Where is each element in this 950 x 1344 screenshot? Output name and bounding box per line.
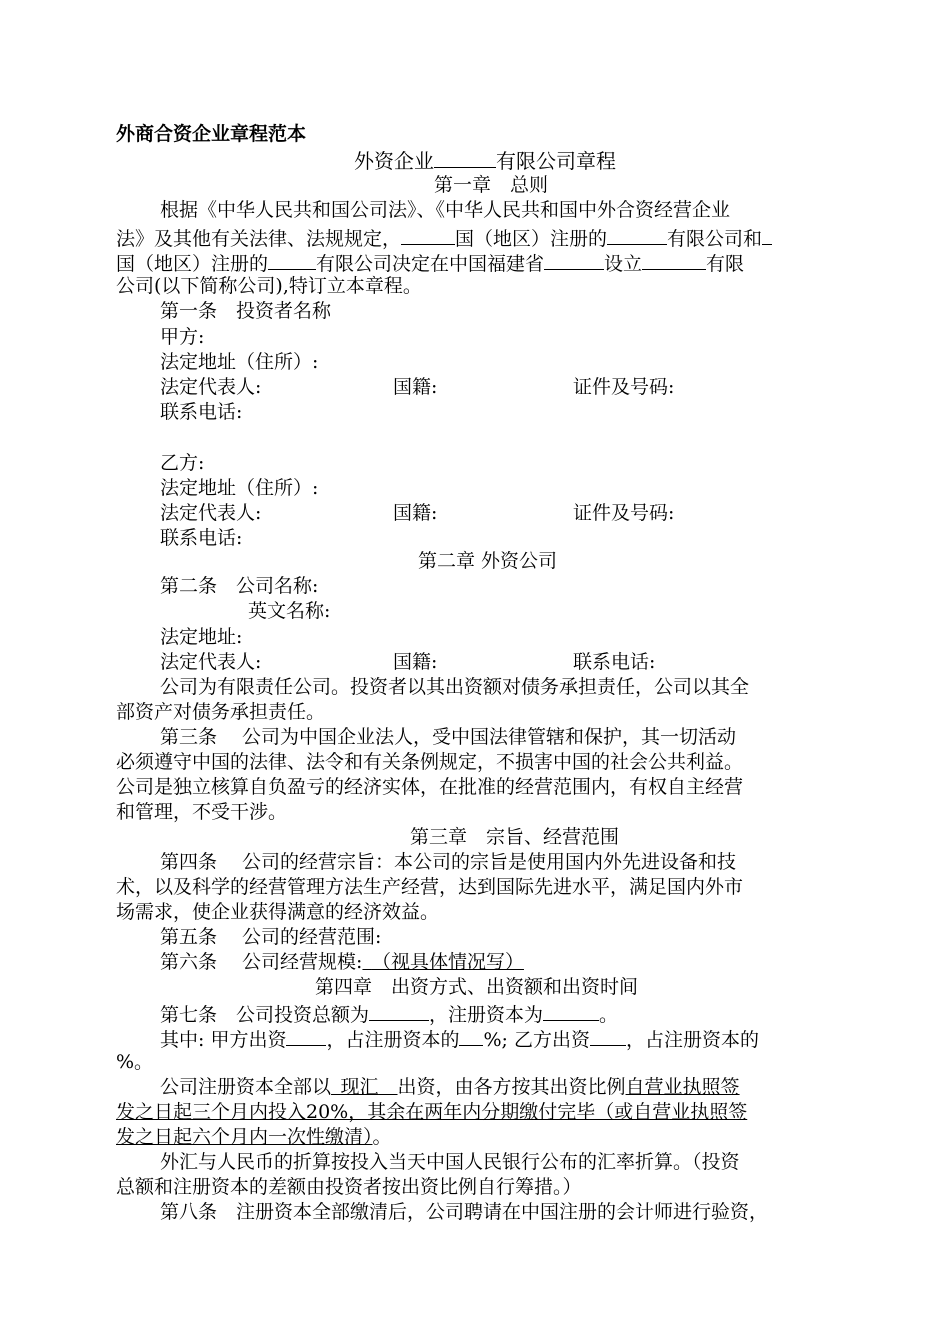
- chapter-4-heading: 第四章 出资方式、出资额和出资时间: [315, 976, 639, 998]
- preamble-text: 有限公司和: [667, 228, 763, 250]
- capital-line-2: 发之日起三个月内投入20%，其余在两年内分期缴付完毕（或自营业执照签: [116, 1101, 748, 1123]
- currency-text: 现汇: [340, 1076, 379, 1098]
- capital-text: 出资，由各方按其出资比例: [397, 1076, 626, 1098]
- article-7-text: 第七条 公司投资总额为: [160, 1004, 370, 1026]
- party-a-nationality: 国籍:: [393, 376, 438, 398]
- preamble-text: 设立: [604, 253, 643, 275]
- contribution-text: %; 乙方出资: [483, 1029, 590, 1051]
- preamble-line-4: 公司(以下简称公司),特订立本章程。: [116, 275, 422, 297]
- party-b-amount-blank: [590, 1025, 626, 1046]
- party-a-address: 法定地址（住所）:: [160, 351, 319, 373]
- party-a-percent-blank: [459, 1025, 483, 1046]
- article-3-line-1: 第三条 公司为中国企业法人，受中国法律管辖和保护，其一切活动: [160, 726, 737, 748]
- party-b-nationality: 国籍:: [393, 502, 438, 524]
- preamble-text: 有限: [706, 253, 745, 275]
- company-nationality: 国籍:: [393, 651, 438, 673]
- article-3-line-4: 和管理，不受干涉。: [116, 801, 288, 823]
- capital-text: 公司注册资本全部以: [160, 1076, 332, 1098]
- capital-text: 。: [372, 1126, 392, 1148]
- company-blank: [642, 249, 706, 270]
- article-4-line-2: 术，以及科学的经营管理方法生产经营，达到国际先进水平，满足国内外市: [116, 876, 744, 898]
- country-blank: [401, 224, 455, 245]
- party-b-label: 乙方:: [160, 452, 205, 474]
- charter-title-right: 有限公司章程: [496, 149, 616, 173]
- article-7-text: ，注册资本为: [429, 1004, 544, 1026]
- article-6-label: 第六条 公司经营规模:: [160, 951, 363, 973]
- exchange-line-1: 外汇与人民币的折算按投入当天中国人民银行公布的汇率折算。（投资: [160, 1151, 740, 1173]
- contribution-line: [160, 1025, 759, 1053]
- contribution-line-2: %。: [116, 1051, 154, 1073]
- capital-schedule-text: 自营业执照签: [625, 1076, 740, 1098]
- business-scale-value: [362, 950, 598, 975]
- article-2-company-name: 第二条 公司名称:: [160, 575, 319, 597]
- party-b-representative: 法定代表人:: [160, 502, 262, 524]
- charter-title-left: 外资企业: [354, 149, 434, 173]
- chapter-1-heading: 第一章 总则: [434, 174, 549, 196]
- business-scale-text: （视具体情况写）: [371, 951, 524, 973]
- preamble-text: 法》及其他有关法律、法规规定，: [116, 228, 402, 250]
- contribution-text: 其中: 甲方出资: [160, 1029, 287, 1051]
- preamble-text: 国（地区）注册的: [455, 228, 608, 250]
- party-a-phone: 联系电话:: [160, 401, 243, 423]
- charter-title: [354, 147, 616, 174]
- party-a-representative: 法定代表人:: [160, 376, 262, 398]
- article-3-line-3: 公司是独立核算自负盈亏的经济实体，在批准的经营范围内，有权自主经营: [116, 776, 744, 798]
- liability-line-1: 公司为有限责任公司。投资者以其出资额对债务承担责任，公司以其全: [160, 676, 750, 698]
- country-blank: [762, 224, 772, 245]
- company-representative: 法定代表人:: [160, 651, 262, 673]
- company-blank: [607, 224, 667, 245]
- company-phone: 联系电话:: [573, 651, 656, 673]
- total-investment-blank: [369, 1000, 429, 1021]
- preamble-text: 有限公司决定在中国福建省: [316, 253, 545, 275]
- party-a-id: 证件及号码:: [573, 376, 675, 398]
- article-1-heading: 第一条 投资者名称: [160, 300, 332, 322]
- exchange-line-2: 总额和注册资本的差额由投资者按出资比例自行筹措。）: [116, 1176, 582, 1198]
- capital-line-3: [116, 1125, 392, 1150]
- article-7-text: 。: [599, 1004, 619, 1026]
- preamble-line-2: [116, 224, 772, 252]
- article-4-line-1: 第四条 公司的经营宗旨：本公司的宗旨是使用国内外先进设备和技: [160, 851, 737, 873]
- location-blank: [544, 249, 604, 270]
- party-b-phone: 联系电话:: [160, 527, 243, 549]
- party-b-id: 证件及号码:: [573, 502, 675, 524]
- article-6-business-scale: [160, 950, 598, 975]
- company-blank: [268, 249, 316, 270]
- liability-line-2: 部资产对债务承担责任。: [116, 701, 326, 723]
- currency-value: [331, 1076, 398, 1098]
- preamble-line-3: [116, 249, 744, 277]
- document-title: 外商合资企业章程范本: [116, 123, 307, 145]
- chapter-3-heading: 第三章 宗旨、经营范围: [410, 826, 620, 848]
- capital-line-1: [160, 1075, 740, 1100]
- chapter-2-heading: 第二章 外资公司: [418, 550, 558, 572]
- contribution-text: ，占注册资本的: [326, 1029, 460, 1051]
- preamble-line-1: 根据《中华人民共和国公司法》、《中华人民共和国中外合资经营企业: [160, 199, 731, 221]
- preamble-text: 国（地区）注册的: [116, 253, 269, 275]
- article-4-line-3: 场需求，使企业获得满意的经济效益。: [116, 901, 440, 923]
- english-name-label: 英文名称:: [248, 600, 331, 622]
- party-b-address: 法定地址（住所）:: [160, 477, 319, 499]
- article-7-line: [160, 1000, 618, 1028]
- article-5-business-scope: 第五条 公司的经营范围:: [160, 926, 382, 948]
- legal-address-label: 法定地址:: [160, 626, 243, 648]
- capital-schedule-text: 发之日起六个月内一次性缴清）: [116, 1126, 373, 1148]
- article-8-line: 第八条 注册资本全部缴清后，公司聘请在中国注册的会计师进行验资，: [160, 1201, 769, 1223]
- contribution-text: ，占注册资本的: [625, 1029, 759, 1051]
- party-a-label: 甲方:: [160, 326, 205, 348]
- registered-capital-blank: [543, 1000, 599, 1021]
- party-a-amount-blank: [286, 1025, 326, 1046]
- article-3-line-2: 必须遵守中国的法律、法令和有关条例规定，不损害中国的社会公共利益。: [116, 751, 744, 773]
- company-name-blank: [434, 147, 496, 168]
